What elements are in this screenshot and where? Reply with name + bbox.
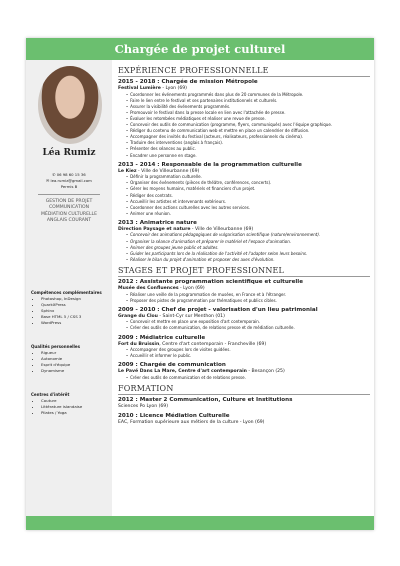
quality-item: • Autonomie (41, 356, 109, 362)
job-title: 2010 : Licence Médiation Culturelle (118, 412, 230, 419)
job-task: • Accueillir et informer le public. (132, 353, 370, 359)
organization-location: - Lyon (69) (160, 86, 187, 91)
job-title: 2015 - 2018 : Chargée de mission Métropole (118, 79, 258, 85)
organization-location: - Lyon (69) (178, 285, 205, 291)
job-task: • Réaliser une veille de la programmation de musées, en France et à l'étranger. (132, 292, 370, 298)
footer-bar (26, 516, 374, 530)
skill-item: • QuarkXPress (41, 302, 109, 308)
interests (31, 392, 109, 416)
job-task: • Présenter des séances au public. (132, 146, 370, 152)
complementary-skills (31, 290, 109, 326)
job-task: • Concevoir des animations pédagogiques de vulgarisation scientifique (nature/environnement). (132, 232, 370, 238)
job-task: • Organiser des événements (pièces de théâtre, conférences, concerts). (132, 180, 370, 186)
job-task: • Proposer des pistes de programmation par thématiques et publics cibles. (132, 298, 370, 304)
organization-name: Direction Paysage et nature (118, 226, 191, 232)
job-task: • Rédiger du contenu de communication web et mettre en place un calendrier de diffusion. (132, 128, 370, 134)
job-task: • Accueillir les artistes et intervenants extérieurs. (132, 199, 370, 205)
personal-qualities (31, 344, 109, 374)
email-value: lea.rumiz@gmail.com (50, 178, 92, 183)
job-entry (118, 362, 370, 381)
key-skill: COMMUNICATION (48, 205, 90, 211)
job-entry (118, 220, 370, 263)
job-task: • Réaliser le bilan du projet d'animation et proposer des axes d'évolution. (132, 257, 370, 263)
job-task: • Assurer la visibilité des événements programmés. (132, 104, 370, 110)
organization-name: Musée des Confluences (118, 285, 179, 291)
key-skill: MÉDIATION CULTURELLE (41, 211, 97, 217)
key-skill: ANGLAIS COURANT (46, 217, 92, 223)
key-skills (30, 199, 108, 224)
stages-list (118, 279, 370, 381)
job-title: 2012 : Assistante programmation scientifique et culturelle (118, 278, 303, 285)
interests-heading: Centres d'intérêt (31, 392, 70, 397)
job-task: • Définir la programmation culturelle. (132, 174, 370, 180)
complementary-skills-heading: Compétences complémentaires (31, 290, 102, 295)
cv-page (26, 38, 374, 530)
main-content (118, 66, 370, 428)
experience-heading: EXPÉRIENCE PROFESSIONNELLE (118, 66, 370, 77)
job-task: • Créer des outils de communication et de relations presse. (132, 375, 370, 381)
quality-item: • Dynamisme (41, 368, 109, 374)
job-entry (118, 307, 370, 332)
job-title: 2013 : Animatrice nature (118, 219, 197, 226)
interest-item: • Couture (41, 398, 109, 404)
job-organization (118, 420, 370, 426)
sidebar (26, 60, 112, 516)
organization-location: - Ville de Villeurbanne (69) (190, 226, 254, 232)
job-task: • Accompagner des groupes lors de visites guidées. (132, 347, 370, 353)
formation-heading: FORMATION (118, 384, 370, 395)
interest-item: • Pilates / Yoga (41, 410, 109, 416)
organization-location: - Ville de Villeurbanne (69) (136, 168, 200, 174)
job-title: 2012 : Master 2 Communication, Culture et Institutions (118, 396, 293, 403)
organization-name: Le Pavé Dans La Mare, Centre d'art contemporain (118, 369, 247, 375)
phone-icon: ✆ (52, 172, 57, 177)
personal-qualities-heading: Qualités personnelles (31, 344, 81, 349)
job-organization (118, 404, 370, 410)
job-title: 2009 : Médiatrice culturelle (118, 334, 206, 341)
skill-item: • Sphinx (41, 308, 109, 314)
organization-location: - Saint-Cyr sur Menthon (01) (157, 313, 225, 319)
job-entry (118, 162, 370, 217)
job-task: • Faire le lien entre le festival et ses partenaires institutionnels et culturels. (132, 98, 370, 104)
job-task: • Créer des outils de communication, de relations presse et de médiation culturelle. (132, 325, 370, 331)
job-task: • Accompagner des invités du festival (acteurs, réalisateurs, professionnels du cinéma). (132, 134, 370, 140)
organization-name: Fort du Bruissin (118, 341, 160, 347)
organization-name: Le Kiez (118, 168, 137, 174)
formation-list (118, 397, 370, 425)
job-task: • Guider les participants lors de la réalisation de l'activité et l'adapter selon leurs besoins. (132, 251, 370, 257)
stages-heading: STAGES ET PROJET PROFESSIONNEL (118, 266, 370, 277)
job-entry (118, 413, 370, 426)
skill-item: • Photoshop, InDesign (41, 296, 109, 302)
organization-location: , Centre d'art contemporain - Francheville (69) (159, 341, 267, 347)
profile-photo (38, 66, 102, 144)
phone-value: 06 98 60 15 36 (56, 172, 86, 177)
job-task: • Promouvoir le festival dans la presse locale en lien avec l'attachée de presse. (132, 110, 370, 116)
job-task: • Évaluer les retombées médiatiques et réaliser une revue de presse. (132, 116, 370, 122)
job-entry (118, 79, 370, 159)
skill-item: • Base HTML 5 / CSS 3 (41, 314, 109, 320)
job-task: • Encadrer une personne en stage. (132, 153, 370, 159)
job-task: • Gérer les moyens humains, matériels et financiers d'un projet. (132, 186, 370, 192)
key-skill: GESTION DE PROJET (45, 199, 93, 204)
job-task: • Coordonner les événements programmés dans plus de 20 communes de la Métropole. (132, 92, 370, 98)
organization-name: Festival Lumière (118, 86, 161, 91)
job-task: • Coordonner des actions culturelles avec les autres services. (132, 205, 370, 211)
job-title: 2009 - 2010 : Chef de projet - valorisation d'un lieu patrimonial (118, 306, 318, 313)
job-task: • Organiser la séance d'animation et préparer le matériel et l'espace d'animation. (132, 239, 370, 245)
experience-list (118, 79, 370, 263)
profile-name: Léa Rumiz (42, 148, 96, 158)
organization-location: - Besançon (25) (246, 369, 285, 375)
job-task: • Rédiger des contrats. (132, 193, 370, 199)
job-entry (118, 335, 370, 360)
job-title: 2013 - 2014 : Responsable de la programmation culturelle (118, 161, 302, 168)
job-task: • Concevoir et mettre en place une exposition d'art contemporain. (132, 319, 370, 325)
quality-item: • Esprit d'équipe (41, 362, 109, 368)
mail-icon: ✉ (46, 178, 51, 183)
cv-title: Chargée de projet culturel (26, 38, 374, 60)
job-task: • Animer des groupes jeune public et adultes. (132, 245, 370, 251)
skill-item: • WordPress (41, 320, 109, 326)
organization-name: Grange du Clou (118, 313, 158, 319)
organization-location: EAC, Formation supérieure aux métiers de la culture - Lyon (69) (118, 419, 265, 425)
job-entry (118, 279, 370, 304)
job-task: • Traduire des interventions (anglais à français). (132, 140, 370, 146)
job-task: • Animer une réunion. (132, 211, 370, 217)
job-task: • Concevoir des outils de communication (programme, flyers, communiqués) avec l'équipe graphique. (132, 122, 370, 128)
sidebar-divider (38, 194, 100, 195)
interest-item: • Littérature islandaise (41, 404, 109, 410)
job-title: 2009 : Chargée de communication (118, 362, 226, 369)
organization-location: Sciences Po Lyon (69) (118, 403, 169, 409)
license-line: Permis B (60, 184, 78, 189)
job-entry (118, 397, 370, 410)
quality-item: • Rigueur (41, 350, 109, 356)
